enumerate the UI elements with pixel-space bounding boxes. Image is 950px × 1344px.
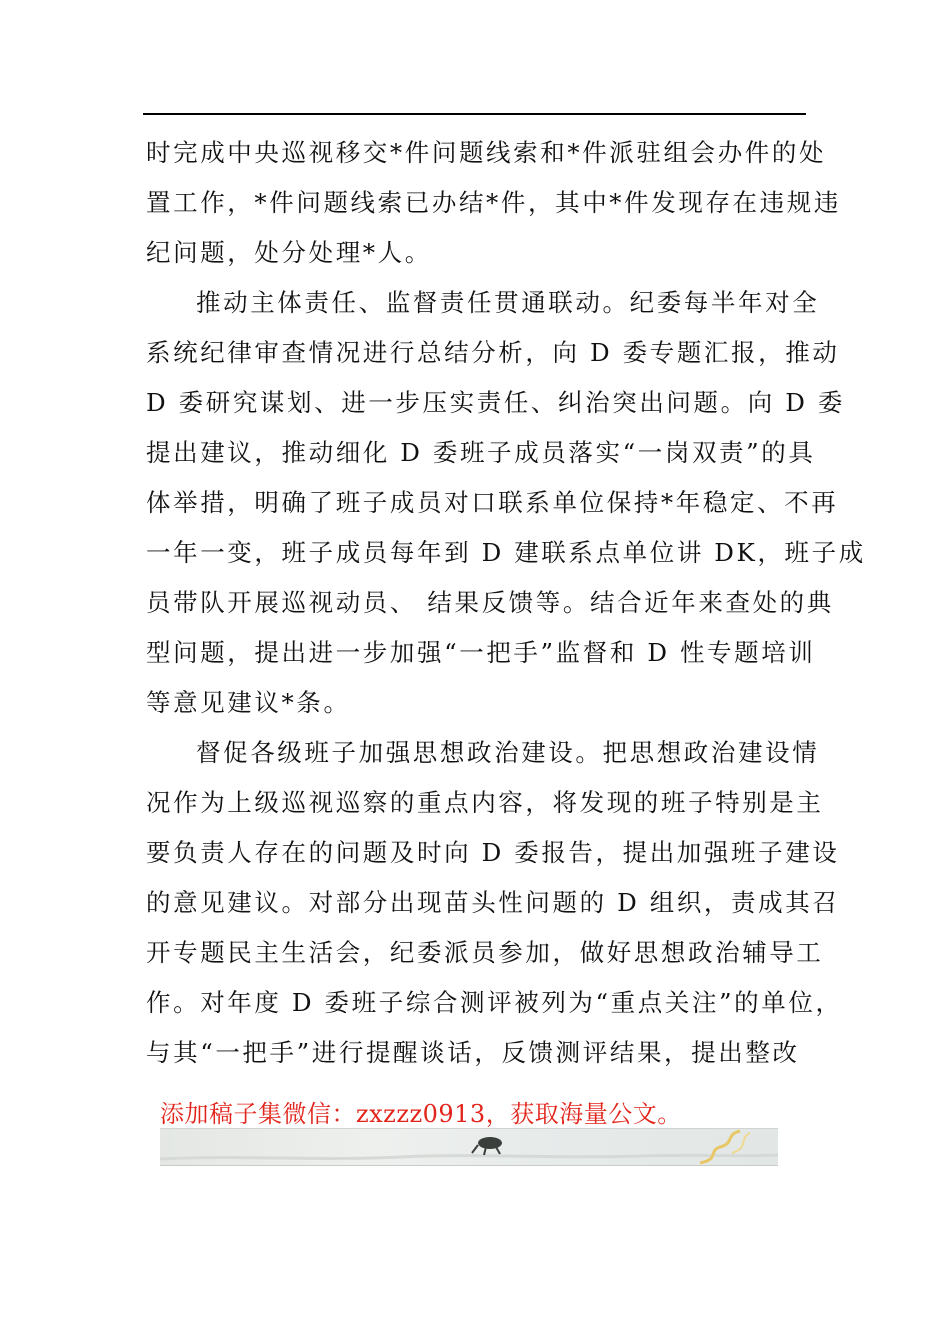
text-line: 时完成中央巡视移交*件问题线索和*件派驻组会办件的处 <box>146 138 827 167</box>
body-text <box>146 128 866 1078</box>
text-line: 开专题民主生活会，纪委派员参加，做好思想政治辅导工 <box>146 938 824 967</box>
ink-landscape-icon <box>160 1129 778 1165</box>
text-line: 型问题，提出进一步加强“一把手”监督和 D 性专题培训 <box>146 638 816 667</box>
text-line: 系统纪律审查情况进行总结分析，向 D 委专题汇报，推动 <box>146 338 840 367</box>
text-line: 员带队开展巡视动员、 结果反馈等。结合近年来查处的典 <box>146 588 834 617</box>
text-line: 置工作，*件问题线索已办结*件，其中*件发现存在违规违 <box>146 188 841 217</box>
text-line: 况作为上级巡视巡察的重点内容，将发现的班子特别是主 <box>146 788 824 817</box>
text-line: 一年一变，班子成员每年到 D 建联系点单位讲 DK，班子成 <box>146 538 866 567</box>
text-line: 作。对年度 D 委班子综合测评被列为“重点关注”的单位， <box>146 988 843 1017</box>
text-line: 提出建议，推动细化 D 委班子成员落实“一岗双责”的具 <box>146 438 816 467</box>
promo-text: 添加稿子集微信：zxzzz0913，获取海量公文。 <box>160 1100 682 1128</box>
header-rule <box>143 113 806 115</box>
decorative-banner <box>160 1128 778 1166</box>
text-line: 与其“一把手”进行提醒谈话，反馈测评结果，提出整改 <box>146 1038 800 1067</box>
text-line: 纪问题，处分处理*人。 <box>146 238 432 267</box>
text-line: 督促各级班子加强思想政治建设。把思想政治建设情 <box>196 738 820 767</box>
text-line: 推动主体责任、监督责任贯通联动。纪委每半年对全 <box>196 288 820 317</box>
text-line: 要负责人存在的问题及时向 D 委报告，提出加强班子建设 <box>146 838 840 867</box>
text-line: D 委研究谋划、进一步压实责任、纠治突出问题。向 D 委 <box>146 388 845 417</box>
text-line: 等意见建议*条。 <box>146 688 351 717</box>
text-line: 的意见建议。对部分出现苗头性问题的 D 组织，责成其召 <box>146 888 840 917</box>
text-line: 体举措，明确了班子成员对口联系单位保持*年稳定、不再 <box>146 488 839 517</box>
